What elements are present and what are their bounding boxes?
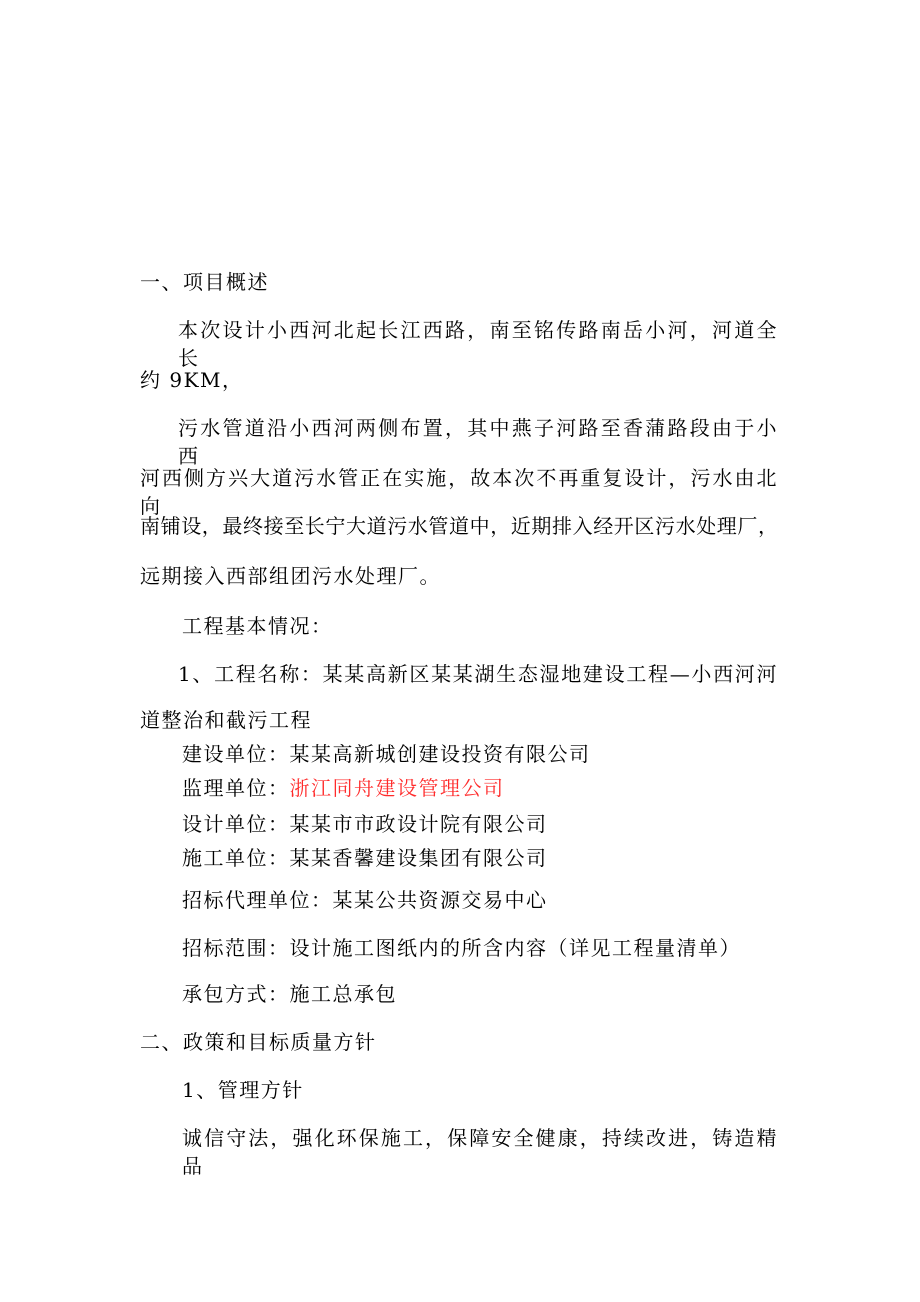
contractor-label: 施工单位： [182, 846, 290, 870]
bidding-agent-label: 招标代理单位： [182, 888, 333, 912]
supervision-unit-value: 浙江同舟建设管理公司 [289, 776, 505, 800]
overview-paragraph-2-line-2: 河西侧方兴大道污水管正在实施，故本次不再重复设计，污水由北向 [140, 466, 778, 518]
overview-paragraph-2-line-4: 远期接入西部组团污水处理厂。 [140, 564, 441, 588]
overview-paragraph-2-line-3: 南铺设，最终接至长宁大道污水管道中，近期排入经开区污水处理厂， [140, 514, 778, 538]
project-name-line-1: 1、工程名称：某某高新区某某湖生态湿地建设工程—小西河河 [178, 662, 778, 686]
supervision-unit-row [182, 774, 505, 802]
design-unit-value: 某某市市政设计院有限公司 [289, 812, 548, 836]
bidding-scope-value: 设计施工图纸内的所含内容（详见工程量清单） [289, 936, 741, 960]
management-policy-text: 诚信守法，强化环保施工，保障安全健康，持续改进，铸造精品 [182, 1126, 778, 1178]
contractor-row [182, 844, 548, 872]
overview-paragraph-1-line-2: 约 9KM， [140, 368, 244, 392]
construction-unit-value: 某某高新城创建设投资有限公司 [289, 742, 591, 766]
bidding-agent-value: 某某公共资源交易中心 [332, 888, 548, 912]
section-heading-overview: 一、项目概述 [140, 270, 269, 294]
contractor-value: 某某香馨建设集团有限公司 [289, 846, 548, 870]
supervision-unit-label: 监理单位： [182, 776, 290, 800]
project-name-line-2: 道整治和截污工程 [140, 708, 312, 732]
bidding-agent-row [182, 886, 548, 914]
basic-info-label: 工程基本情况： [182, 614, 333, 638]
construction-unit-label: 建设单位： [182, 742, 290, 766]
overview-paragraph-1-line-1: 本次设计小西河北起长江西路，南至铭传路南岳小河，河道全长 [178, 318, 778, 370]
design-unit-label: 设计单位： [182, 812, 290, 836]
contract-mode-value: 施工总承包 [289, 982, 397, 1006]
bidding-scope-label: 招标范围： [182, 936, 290, 960]
section-heading-policy: 二、政策和目标质量方针 [140, 1030, 377, 1054]
design-unit-row [182, 810, 548, 838]
contract-mode-label: 承包方式： [182, 982, 290, 1006]
construction-unit-row [182, 740, 591, 768]
management-policy-heading: 1、管理方针 [182, 1078, 304, 1102]
overview-paragraph-2-line-1: 污水管道沿小西河两侧布置，其中燕子河路至香蒲路段由于小西 [178, 416, 778, 468]
bidding-scope-row [182, 934, 741, 962]
contract-mode-row [182, 980, 397, 1008]
